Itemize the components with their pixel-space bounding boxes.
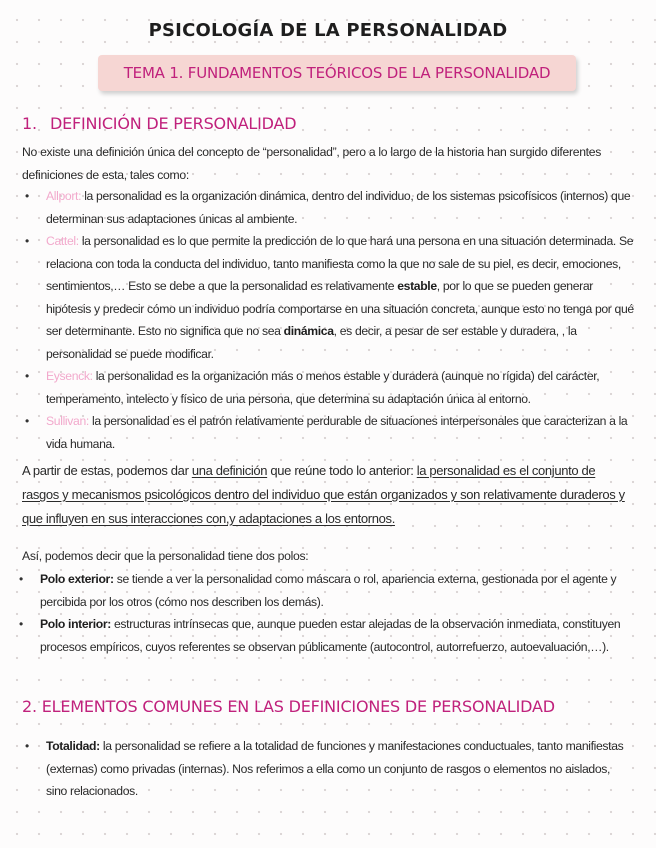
poles-intro: Así, podemos decir que la personalidad tiene dos polos:: [22, 549, 309, 563]
element-totalidad: [22, 735, 634, 803]
unified-lead: A partir de estas, podemos dar: [22, 463, 189, 478]
unified-middle: que reúne todo lo anterior:: [270, 463, 414, 478]
definition-eysenck: [22, 365, 634, 410]
bullet-dot-icon: •: [25, 739, 29, 753]
pole-text: estructuras intrínsecas que, aunque pueden estar alejadas de la observación inmediata, constituyen procesos empíricos, cuyos referentes se observan públicamente (autocontrol, autorrefuerzo, autoevaluación,…).: [40, 617, 621, 654]
section-1-heading: [22, 114, 296, 133]
definitions-list: [22, 185, 634, 455]
element-text: la personalidad se refiere a la totalidad de funciones y manifestaciones conductuales, tanto manifiestas (externas) como privadas (internas). Nos referimos a ella como un conjunto de rasgos o elementos no aislados, sino relacionados.: [46, 739, 624, 798]
author-name: Sullivan:: [46, 414, 89, 428]
topic-title: TEMA 1. FUNDAMENTOS TEÓRICOS DE LA PERSONALIDAD: [123, 64, 551, 82]
section-1-title: DEFINICIÓN DE PERSONALIDAD: [50, 114, 297, 133]
common-elements-list: [22, 735, 634, 803]
unified-definition: [22, 459, 632, 531]
poles-list: [16, 568, 628, 658]
author-name: Allport:: [46, 189, 82, 203]
definition-allport: [22, 185, 634, 230]
bullet-dot-icon: •: [25, 369, 29, 383]
unified-lead-underlined: una definición: [191, 463, 268, 478]
section-2-heading: 2. ELEMENTOS COMUNES EN LAS DEFINICIONES DE PERSONALIDAD: [22, 697, 555, 716]
bullet-dot-icon: •: [25, 234, 29, 248]
author-name: Cattel:: [46, 234, 79, 248]
bullet-dot-icon: •: [25, 414, 29, 428]
definition-cattel: [22, 230, 634, 365]
bullet-dot-icon: •: [19, 617, 23, 631]
topic-banner: [98, 55, 576, 91]
pole-exterior: [16, 568, 628, 613]
bullet-dot-icon: •: [25, 189, 29, 203]
element-label: Totalidad:: [46, 739, 100, 753]
section-1-number: 1.: [22, 114, 37, 133]
definition-text: , por lo que se pueden generar hipótesis y predecir cómo un individuo podría comportarse en una situación concreta, aunque esto no tenga por qué ser determinante. Esto no significa que no sea: [46, 279, 634, 338]
keyword-dinamica: dinámica: [283, 324, 334, 338]
bullet-dot-icon: •: [19, 572, 23, 586]
pole-interior: [16, 613, 628, 658]
pole-label: Polo interior:: [40, 617, 111, 631]
definition-text: la personalidad es el patrón relativamente perdurable de situaciones interpersonales que caracterizan a la vida humana.: [46, 414, 628, 451]
pole-text: se tiende a ver la personalidad como máscara o rol, apariencia externa, gestionada por el agente y percibida por los otros (cómo nos describen los demás).: [40, 572, 617, 609]
keyword-estable: estable: [397, 279, 437, 293]
definition-text: la personalidad es lo que permite la predicción de lo que hará una persona en una situación determinada. Se relaciona con toda la conducta del individuo, tanto manifiesta como la que no sale de su piel, es decir, emociones, sentimientos,… Esto se debe a que la personalidad es relativamente: [46, 234, 634, 293]
definition-sullivan: [22, 410, 634, 455]
pole-label: Polo exterior:: [40, 572, 114, 586]
unified-definition-text: la personalidad es el conjunto de rasgos y mecanismos psicológicos dentro del individuo que están organizados y son relativamente duraderos y que influyen en sus interacciones con,y adaptaciones a los entornos.: [22, 463, 625, 526]
page-title: PSICOLOGÍA DE LA PERSONALIDAD: [148, 20, 508, 41]
definition-text: la personalidad es la organización dinámica, dentro del individuo, de los sistemas psicofísicos (internos) que determinan sus adaptaciones únicas al ambiente.: [46, 189, 631, 226]
author-name: Eysenck:: [46, 369, 93, 383]
definition-text: , es decir, a pesar de ser estable y duradera, , la personalidad se puede modificar.: [46, 324, 577, 361]
section-1-intro: No existe una definición única del concepto de “personalidad”, pero a lo largo de la historia han surgido diferentes definiciones de esta, tales como:: [22, 145, 602, 182]
definition-text: la personalidad es la organización más o menos estable y duradera (aunque no rígida) del carácter, temperamento, intelecto y físico de una persona, que determina su adaptación única al entorno.: [46, 369, 600, 406]
